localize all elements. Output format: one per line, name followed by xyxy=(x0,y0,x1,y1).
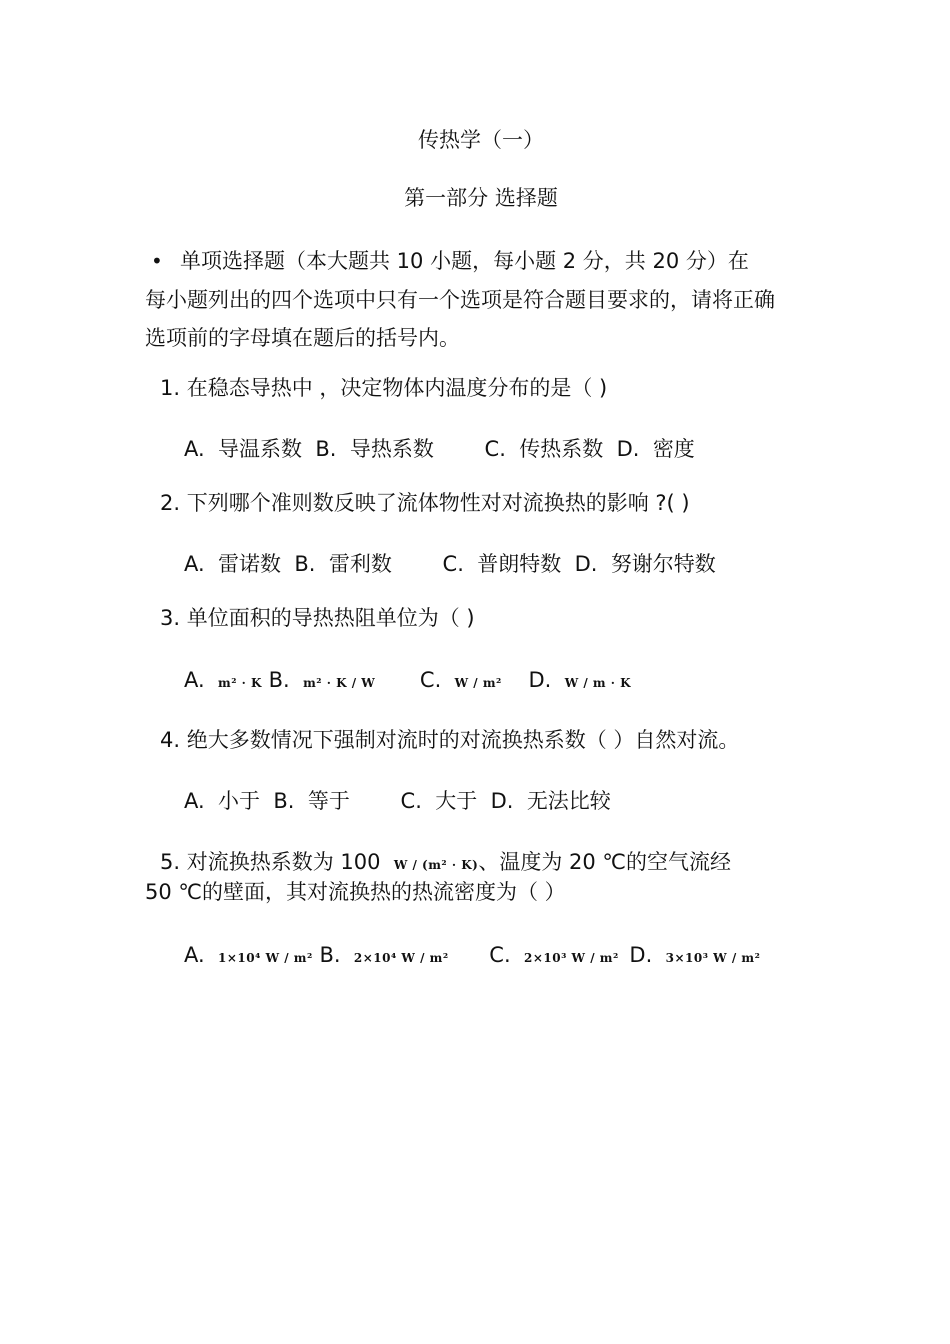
question-2-stem: 2. 下列哪个准则数反映了流体物性对对流换热的影响 ?( ) xyxy=(160,491,690,515)
question-4-stem: 4. 绝大多数情况下强制对流时的对流换热系数（ ）自然对流。 xyxy=(160,728,740,752)
option-a: A. 小于 xyxy=(184,789,261,813)
option-a: A. 雷诺数 xyxy=(184,552,282,576)
option-c: C. 2×10³ W / m² xyxy=(489,943,619,967)
option-d: D. 努谢尔特数 xyxy=(574,552,716,576)
question-5-stem-line-2: 50 ℃的壁面，其对流换热的热流密度为（ ） xyxy=(145,880,566,904)
part-heading: 第一部分 选择题 xyxy=(404,186,558,210)
heat-transfer-coefficient-unit: W / (m² · K) xyxy=(393,858,479,872)
instructions-line-1: 单项选择题（本大题共 10 小题，每小题 2 分，共 20 分）在 xyxy=(180,249,749,273)
option-b: B. 等于 xyxy=(273,789,350,813)
option-c: C. 普朗特数 xyxy=(442,552,562,576)
option-b: B. m² · K / W xyxy=(268,668,376,692)
option-d: D. 无法比较 xyxy=(490,789,611,813)
question-1-stem: 1. 在稳态导热中 ，决定物体内温度分布的是（ ) xyxy=(160,376,608,400)
instructions-line-3: 选项前的字母填在题后的括号内。 xyxy=(145,326,460,350)
option-a: A. 导温系数 xyxy=(184,437,303,461)
question-5-options xyxy=(184,942,760,971)
option-c: C. W / m² xyxy=(419,668,502,692)
option-c: C. 大于 xyxy=(400,789,478,813)
question-4-options xyxy=(184,788,611,814)
document-title: 传热学（一） xyxy=(418,128,544,152)
option-c: C. 传热系数 xyxy=(484,437,604,461)
question-3-stem: 3. 单位面积的导热热阻单位为（ ) xyxy=(160,606,475,630)
option-d: D. 3×10³ W / m² xyxy=(629,943,761,967)
instructions-line-2: 每小题列出的四个选项中只有一个选项是符合题目要求的，请将正确 xyxy=(145,288,775,312)
option-d: D. 密度 xyxy=(616,437,695,461)
question-2-options xyxy=(184,551,716,577)
option-a: A. 1×10⁴ W / m² xyxy=(184,943,313,967)
bullet-icon: • xyxy=(151,249,163,273)
question-5-stem-line-1: 5. 对流换热系数为 100 W / (m² · K)、温度为 20 ℃的空气流经 xyxy=(160,850,731,874)
option-d: D. W / m · K xyxy=(528,668,632,692)
option-a: A. m² · K xyxy=(184,668,262,692)
option-b: B. 2×10⁴ W / m² xyxy=(319,943,449,967)
option-b: B. 雷利数 xyxy=(294,552,392,576)
question-3-options xyxy=(184,667,631,696)
option-b: B. 导热系数 xyxy=(315,437,434,461)
question-1-options xyxy=(184,436,695,462)
